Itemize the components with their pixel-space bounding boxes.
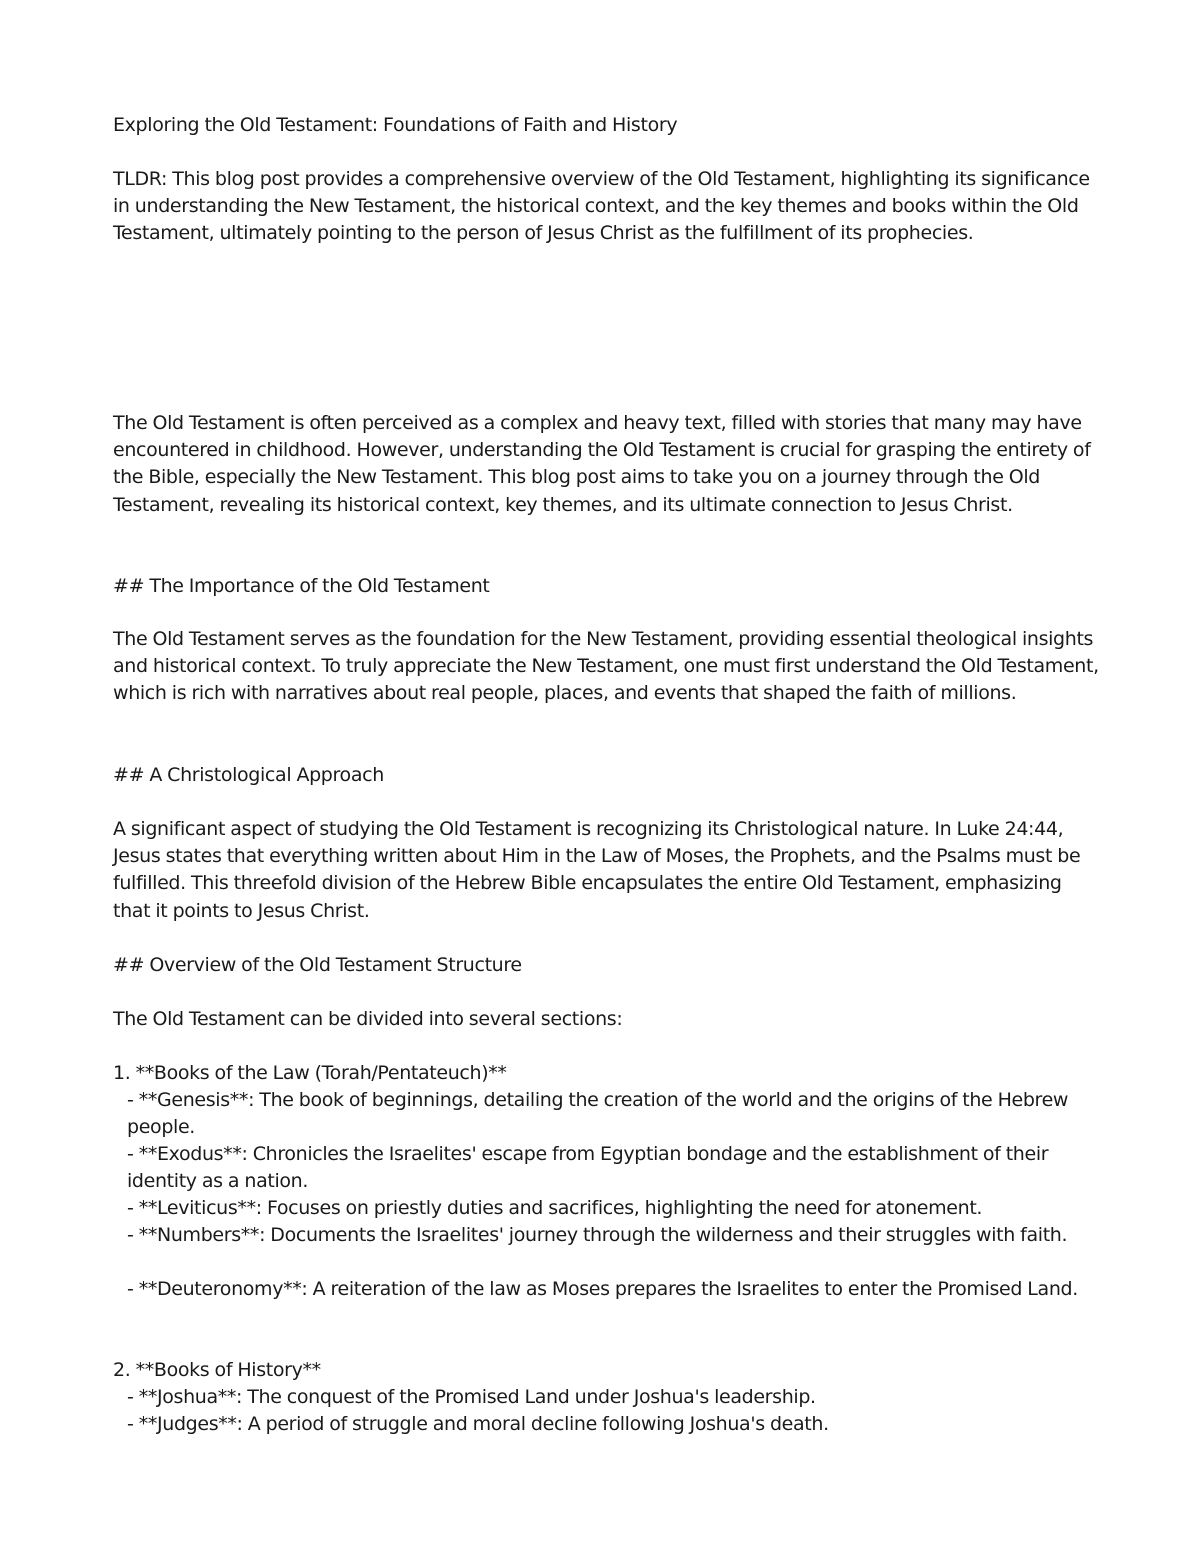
list-item-genesis: - **Genesis**: The book of beginnings, detailing the creation of the world and the origins of the Hebrew people. bbox=[127, 1089, 1069, 1139]
intro-paragraph: The Old Testament is often perceived as a complex and heavy text, filled with stories that many may have encountered in childhood. However, understanding the Old Testament is crucial for grasping the entirety of the Bible, especially the New Testament. This blog post aims to take you on a journey through the Old Testament, revealing its historical context, key themes, and its ultimate connection to Jesus Christ. bbox=[113, 412, 1091, 516]
heading-christological: ## A Christological Approach bbox=[113, 764, 384, 786]
heading-overview: ## Overview of the Old Testament Structure bbox=[113, 954, 522, 976]
tldr-paragraph: TLDR: This blog post provides a comprehensive overview of the Old Testament, highlighting its significance in understanding the New Testament, the historical context, and the key themes and books within the Old Testament, ultimately pointing to the person of Jesus Christ as the fulfillment of its prophecies. bbox=[113, 168, 1090, 245]
heading-importance: ## The Importance of the Old Testament bbox=[113, 575, 490, 597]
document-title: Exploring the Old Testament: Foundations of Faith and History bbox=[113, 114, 678, 136]
paragraph-christological: A significant aspect of studying the Old Testament is recognizing its Christological nature. In Luke 24:44, Jesus states that everything written about Him in the Law of Moses, the Prophets, and the Psalms must be fulfilled. This threefold division of the Hebrew Bible encapsulates the entire Old Testament, emphasizing that it points to Jesus Christ. bbox=[113, 818, 1081, 922]
list-item-judges: - **Judges**: A period of struggle and moral decline following Joshua's death. bbox=[127, 1413, 829, 1435]
list-item-leviticus: - **Leviticus**: Focuses on priestly duties and sacrifices, highlighting the need for atonement. bbox=[127, 1197, 983, 1219]
list-item-exodus: - **Exodus**: Chronicles the Israelites' escape from Egyptian bondage and the establishment of their identity as a nation. bbox=[127, 1143, 1049, 1193]
list-item-joshua: - **Joshua**: The conquest of the Promised Land under Joshua's leadership. bbox=[127, 1386, 816, 1408]
paragraph-overview: The Old Testament can be divided into several sections: bbox=[113, 1008, 623, 1030]
list-item-numbers: - **Numbers**: Documents the Israelites' journey through the wilderness and their struggles with faith. bbox=[127, 1224, 1068, 1246]
list-item-deuteronomy: - **Deuteronomy**: A reiteration of the law as Moses prepares the Israelites to enter the Promised Land. bbox=[127, 1278, 1078, 1300]
list-law-heading: 1. **Books of the Law (Torah/Pentateuch)** bbox=[113, 1062, 507, 1084]
list-history-heading: 2. **Books of History** bbox=[113, 1359, 321, 1381]
paragraph-importance: The Old Testament serves as the foundation for the New Testament, providing essential theological insights and historical context. To truly appreciate the New Testament, one must first understand the Old Testament, which is rich with narratives about real people, places, and events that shaped the faith of millions. bbox=[113, 628, 1099, 705]
